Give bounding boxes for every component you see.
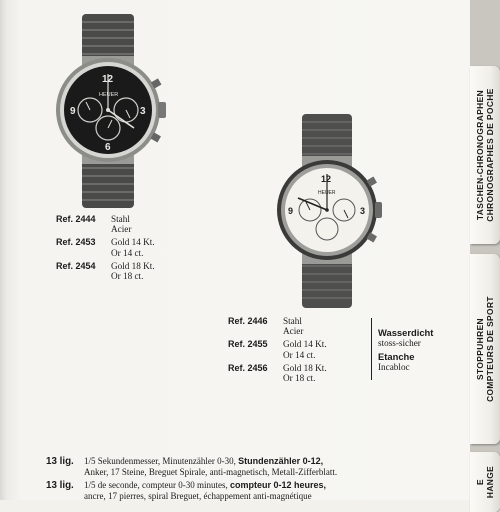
movement-specs — [46, 456, 454, 504]
ref-row — [56, 214, 155, 235]
ref-number: Ref. 2453 — [56, 237, 96, 248]
watch2-features — [378, 328, 433, 373]
watch1-numeral-9: 9 — [70, 106, 76, 117]
watch-white-dial-image — [272, 112, 384, 310]
ref-number: Ref. 2456 — [228, 362, 268, 373]
tab-label-de: TASCHEN-CHRONOGRAPHEN — [475, 89, 485, 221]
ref-row — [228, 316, 327, 337]
ref-number: Ref. 2446 — [228, 316, 268, 326]
feature-shockproof-fr: Incabloc — [378, 362, 410, 373]
material-fr: Or 14 ct. — [111, 247, 144, 258]
spec-lignes: 13 lig. — [46, 480, 74, 491]
ref-material — [111, 214, 131, 235]
spec-text: 1/5 de seconde, compteur 0-30 minutes, compteur 0-12 heures, ancre, 17 pierres, spiral Breguet, échappement anti-magnétique — [84, 480, 327, 501]
tab-exchange[interactable] — [470, 452, 500, 512]
watch1-brand-logo: HEUER — [99, 92, 119, 98]
feature-shockproof-de: stoss-sicher — [378, 338, 421, 349]
watch1-numeral-12: 12 — [102, 74, 114, 85]
watch1-numeral-6: 6 — [105, 142, 111, 153]
tab-stopwatches[interactable] — [470, 254, 500, 444]
material-fr: Acier — [111, 224, 132, 235]
watch1-numeral-3: 3 — [140, 106, 146, 117]
watch2-numeral-12: 12 — [321, 174, 332, 184]
watch1-refs — [56, 214, 155, 284]
watch2-numeral-9: 9 — [288, 206, 294, 216]
ref-row — [228, 363, 327, 384]
ref-material — [283, 316, 303, 337]
material-fr: Or 18 ct. — [283, 373, 316, 384]
features-divider — [371, 318, 372, 380]
ref-row — [228, 339, 327, 360]
ref-row — [56, 261, 155, 282]
ref-material — [111, 237, 155, 258]
tab-pocket-chronographs[interactable] — [470, 66, 500, 244]
ref-number: Ref. 2455 — [228, 339, 268, 350]
watch2-numeral-3: 3 — [360, 206, 366, 216]
ref-material — [111, 261, 155, 282]
spec-row — [46, 456, 454, 478]
watch2-refs — [228, 316, 327, 386]
tab-label-de: STOPPUHREN — [475, 317, 485, 381]
material-fr: Or 14 ct. — [283, 349, 316, 360]
material-fr: Or 18 ct. — [111, 271, 144, 282]
tab-label-fr: COMPTEURS DE SPORT — [485, 296, 495, 402]
feature-waterproof-fr: Etanche — [378, 350, 415, 362]
index-tabs — [470, 0, 500, 500]
ref-number: Ref. 2454 — [56, 260, 96, 271]
spec-row — [46, 480, 454, 502]
feature-waterproof-de: Wasserdicht — [378, 327, 434, 338]
ref-material — [283, 363, 327, 384]
ref-material — [283, 339, 327, 360]
watch-black-dial-image — [52, 10, 170, 210]
material-de: Stahl — [111, 214, 130, 224]
material-de: Gold 18 Kt. — [111, 260, 155, 271]
material-fr: Acier — [283, 326, 304, 337]
tab-label-fr: HANGE — [485, 465, 495, 499]
ref-row — [56, 237, 155, 258]
ref-number: Ref. 2444 — [56, 214, 96, 224]
material-de: Gold 18 Kt. — [283, 362, 327, 373]
spec-text: 1/5 Sekundenmesser, Minutenzähler 0-30, Stundenzähler 0-12, Anker, 17 Steine, Breguet Spirale, anti-magnetisch, Metall-Zifferblatt. — [84, 456, 338, 477]
tab-label-fr: CHRONOGRAPHES DE POCHE — [485, 88, 495, 222]
tab-label-de: E — [475, 479, 485, 485]
material-de: Gold 14 Kt. — [283, 339, 327, 350]
material-de: Stahl — [283, 316, 302, 326]
material-de: Gold 14 Kt. — [111, 237, 155, 248]
watch2-brand-logo: HEUER — [318, 190, 336, 196]
spec-lignes: 13 lig. — [46, 456, 74, 467]
